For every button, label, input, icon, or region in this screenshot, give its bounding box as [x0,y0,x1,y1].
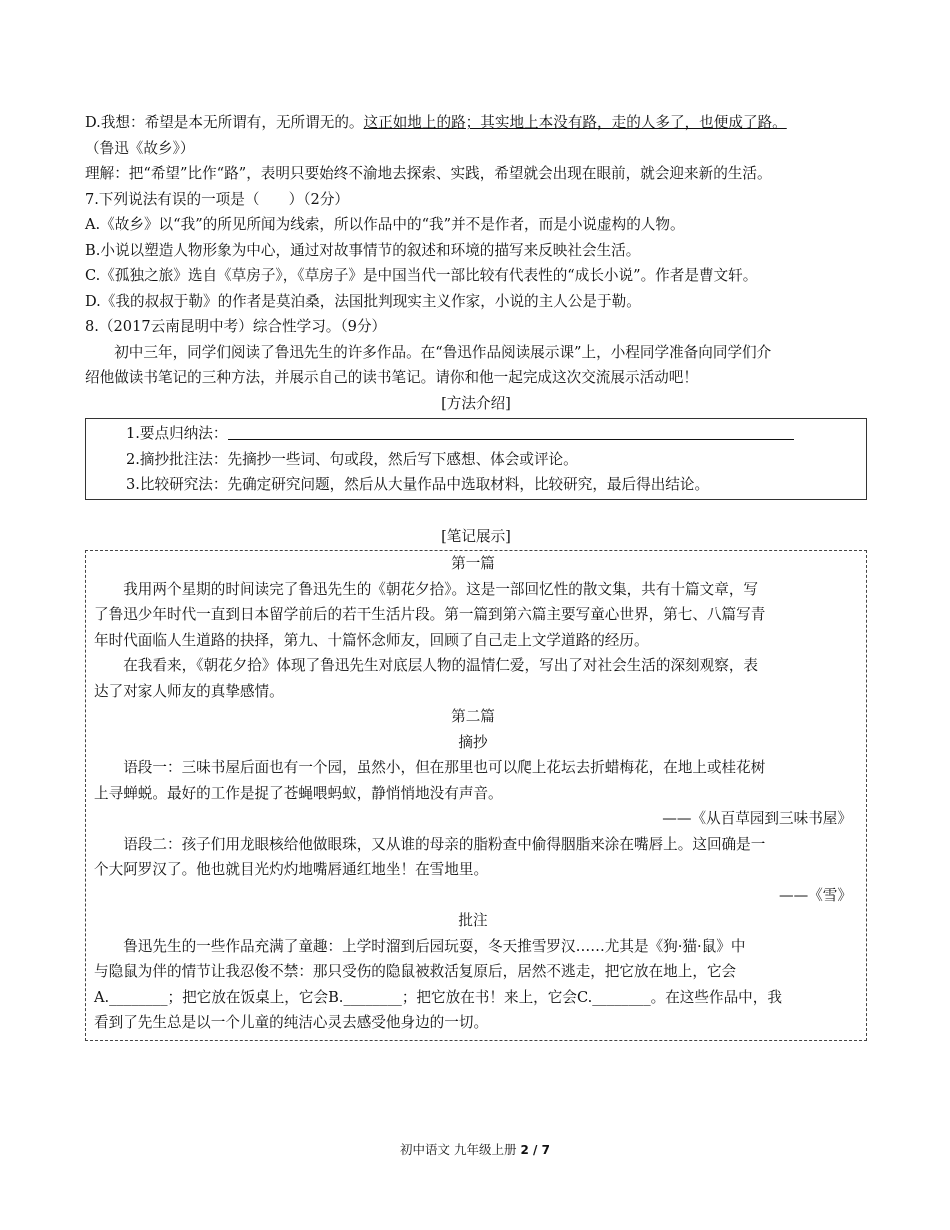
q7-option-c: C.《孤独之旅》选自《草房子》，《草房子》是中国当代一部比较有代表性的“成长小说”。作者是曹文轩。 [85,267,758,284]
method-1-answer-blank[interactable] [228,423,794,440]
part1-p2-line-1: 在我看来，《朝花夕拾》体现了鲁迅先生对底层人物的温情仁爱，写出了对社会生活的深刻观察，表 [123,657,759,674]
part1-p1-line-2: 了鲁迅少年时代一直到日本留学前后的若干生活片段。第一篇到第六篇主要写童心世界，第七、八篇写青 [94,606,766,623]
q8-intro-line-1: 初中三年，同学们阅读了鲁迅先生的许多作品。在“鲁迅作品阅读展示课”上，小程同学准备向同学们介 [114,343,772,361]
part1-p1-line-1: 我用两个星期的时间读完了鲁迅先生的《朝花夕拾》。这是一部回忆性的散文集，共有十篇文章，写 [123,580,759,598]
method-1 [126,421,866,447]
comment-line-2: 与隐鼠为伴的情节让我忍俊不禁：那只受伤的隐鼠被救活复原后，居然不逃走，把它放在地上，它会 [94,963,737,980]
notes-title: [笔记展示] [441,527,511,545]
comment-line-3: A.________；把它放在饭桌上，它会B.________；把它放在书！来上，它会C.________。在这些作品中，我 [94,988,782,1006]
excerpt1-line-2: 上寻蝉蜕。最好的工作是捉了苍蝇喂蚂蚁，静悄悄地没有声音。 [94,784,503,802]
q7-stem: 7.下列说法有误的一项是（ ）（2分） [85,190,350,208]
excerpt2-source: ——《雪》 [779,886,852,904]
excerpt-title: 摘抄 [458,733,488,751]
q8-stem: 8.（2017云南昆明中考）综合性学习。（9分） [85,318,387,335]
q6-option-d-text: D.我想：希望是本无所谓有，无所谓无的。 [85,114,364,131]
comment-line-1: 鲁迅先生的一些作品充满了童趣：上学时溜到后园玩耍，冬天推雪罗汉……尤其是《狗·猫·鼠》中 [123,937,746,955]
q7-option-d: D.《我的叔叔于勒》的作者是莫泊桑，法国批判现实主义作家，小说的主人公是于勒。 [85,292,641,310]
part1-p2-line-2: 达了对家人师友的真挚感情。 [94,682,284,700]
excerpt2-line-1: 语段二：孩子们用龙眼核给他做眼珠，又从谁的母亲的脂粉查中偷得胭脂来涂在嘴唇上。这回确是一 [123,835,766,853]
q6-option-d-underlined: 这正如地上的路；其实地上本没有路，走的人多了，也便成了路。 [363,114,787,131]
footer-page-number: 2 / 7 [520,1143,550,1157]
q7-option-b: B.小说以塑造人物形象为中心，通过对故事情节的叙述和环境的描写来反映社会生活。 [85,241,641,259]
section-gap [85,500,867,524]
part1-title: 第一篇 [451,555,495,572]
q8-intro-line-2: 绍他做读书笔记的三种方法，并展示自己的读书笔记。请你和他一起完成这次交流展示活动吧！ [85,369,698,386]
comment-line-4: 看到了先生总是以一个儿童的纯洁心灵去感受他身边的一切。 [94,1014,489,1031]
comment-title: 批注 [458,912,488,929]
q6-option-d-source: （鲁迅《故乡》） [85,139,195,157]
q6-option-d [85,110,867,136]
part1-p1-line-3: 年时代面临人生道路的抉择，第九、十篇怀念师友，回顾了自己走上文学道路的经历。 [94,631,649,649]
part2-title: 第二篇 [451,708,495,725]
method-3: 3.比较研究法：先确定研究问题，然后从大量作品中选取材料，比较研究，最后得出结论。 [126,476,710,493]
footer-subject: 初中语文 九年级上册 [400,1142,521,1157]
method-2: 2.摘抄批注法：先摘抄一些词、句或段，然后写下感想、体会或评论。 [126,450,578,468]
excerpt1-source: ——《从百草园到三味书屋》 [662,810,852,827]
q6-understanding: 理解：把“希望”比作“路”，表明只要始终不渝地去探索、实践，希望就会出现在眼前，就会迎来新的生活。 [85,165,772,182]
page-footer [0,1140,950,1158]
methods-box [85,418,867,500]
q7-option-a: A.《故乡》以“我”的所见所闻为线索，所以作品中的“我”并不是作者，而是小说虚构的人物。 [85,216,685,233]
document-page [85,110,867,1041]
excerpt2-line-2: 个大阿罗汉了。他也就目光灼灼地嘴唇通红地坐！在雪地里。 [94,861,489,878]
method-1-label: 1.要点归纳法： [126,425,228,442]
excerpt1-line-1: 语段一：三味书屋后面也有一个园，虽然小，但在那里也可以爬上花坛去折蜡梅花，在地上或桂花树 [123,759,766,776]
methods-title: [方法介绍] [441,394,511,412]
notes-box [85,550,867,1041]
